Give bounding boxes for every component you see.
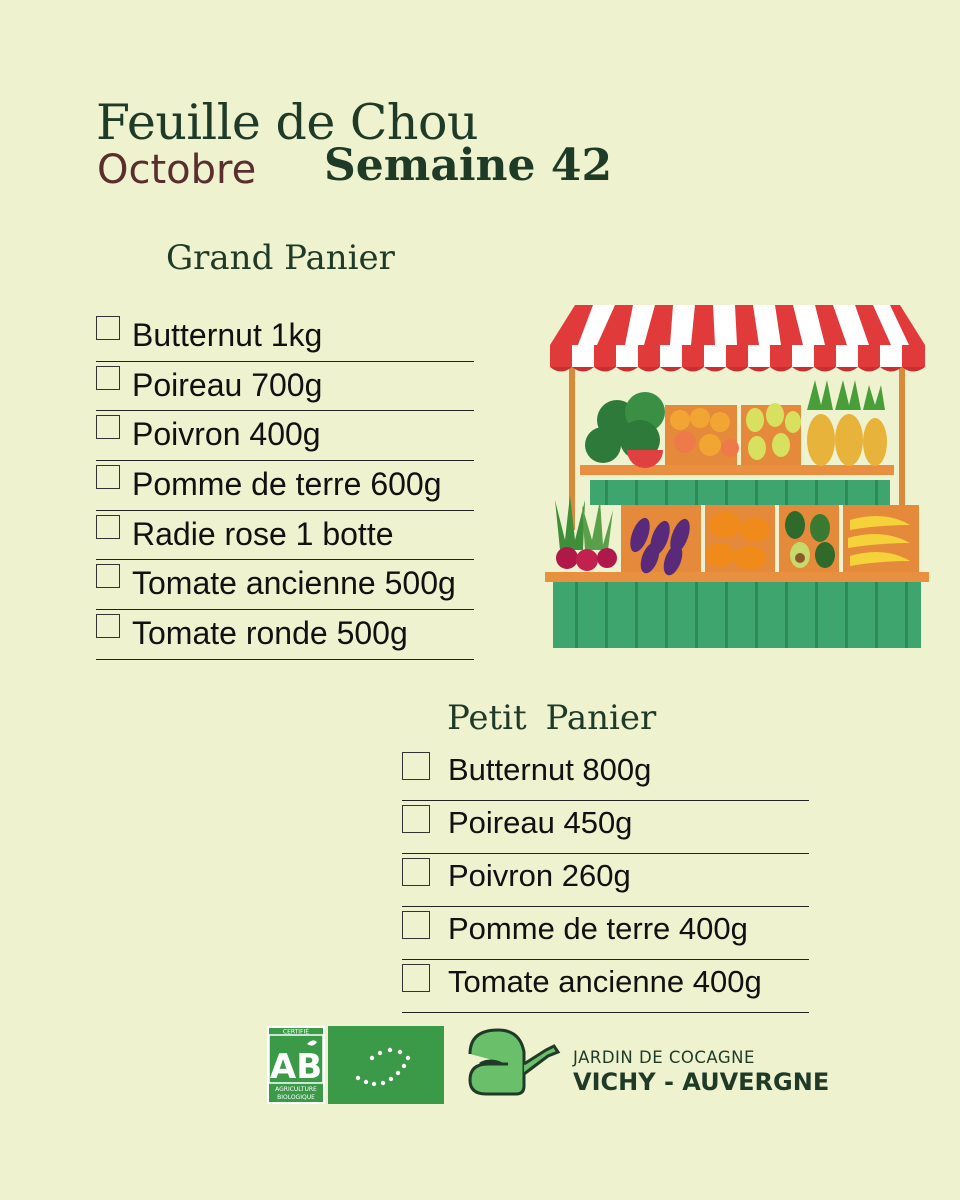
checkbox[interactable] xyxy=(96,366,120,390)
list-item xyxy=(402,854,809,907)
item-label: Poireau 450g xyxy=(448,805,633,840)
checkbox[interactable] xyxy=(96,415,120,439)
item-label: Poivron 260g xyxy=(448,858,631,893)
month-label: Octobre xyxy=(97,147,257,193)
checkbox[interactable] xyxy=(96,316,120,340)
checkbox[interactable] xyxy=(402,805,430,833)
item-label: Tomate ancienne 400g xyxy=(448,964,762,999)
list-item xyxy=(96,362,474,412)
petit-panier-list xyxy=(402,748,809,1013)
list-item xyxy=(402,960,809,1013)
list-item xyxy=(96,560,474,610)
checkbox[interactable] xyxy=(96,465,120,489)
list-item xyxy=(402,748,809,801)
watermelons xyxy=(585,392,665,468)
item-label: Poivron 400g xyxy=(132,416,321,453)
jardin-line1: JARDIN DE COCAGNE xyxy=(573,1048,755,1067)
grand-panier-list xyxy=(96,312,474,660)
petit-panier-title: Petit Panier xyxy=(447,698,657,738)
awning xyxy=(550,305,925,372)
checkbox[interactable] xyxy=(402,752,430,780)
checkbox[interactable] xyxy=(402,858,430,886)
item-label: Butternut 800g xyxy=(448,752,652,787)
checkbox[interactable] xyxy=(96,614,120,638)
checkbox[interactable] xyxy=(402,964,430,992)
list-item xyxy=(96,312,474,362)
ab-bottom-text-2: BIOLOGIQUE xyxy=(277,1094,315,1101)
week-label: Semaine 42 xyxy=(324,140,613,191)
item-label: Tomate ancienne 500g xyxy=(132,565,456,602)
list-item xyxy=(96,610,474,660)
list-item xyxy=(402,907,809,960)
item-label: Pomme de terre 600g xyxy=(132,466,442,503)
ab-top-text: CERTIFIÉ xyxy=(282,1028,310,1036)
checkbox[interactable] xyxy=(402,911,430,939)
page-title: Feuille de Chou xyxy=(96,94,479,151)
item-label: Butternut 1kg xyxy=(132,317,323,353)
jardin-line2: VICHY - AUVERGNE xyxy=(573,1068,830,1096)
ab-letters: AB xyxy=(269,1047,323,1087)
ab-organic-logo xyxy=(267,1026,325,1104)
checkbox[interactable] xyxy=(96,515,120,539)
beets xyxy=(555,495,617,571)
eu-organic-leaf-logo xyxy=(328,1026,444,1104)
item-label: Pomme de terre 400g xyxy=(448,911,748,946)
pineapples xyxy=(807,380,887,466)
checkbox[interactable] xyxy=(96,564,120,588)
watering-can-logo xyxy=(460,1024,562,1098)
item-label: Tomate ronde 500g xyxy=(132,615,408,652)
item-label: Poireau 700g xyxy=(132,366,323,403)
list-item xyxy=(96,411,474,461)
ab-bottom-text-1: AGRICULTURE xyxy=(275,1086,317,1093)
item-label: Radie rose 1 botte xyxy=(132,515,394,552)
list-item xyxy=(96,461,474,511)
grand-panier-title: Grand Panier xyxy=(166,238,395,278)
list-item xyxy=(96,511,474,561)
list-item xyxy=(402,801,809,854)
market-stall-illustration xyxy=(545,300,929,652)
